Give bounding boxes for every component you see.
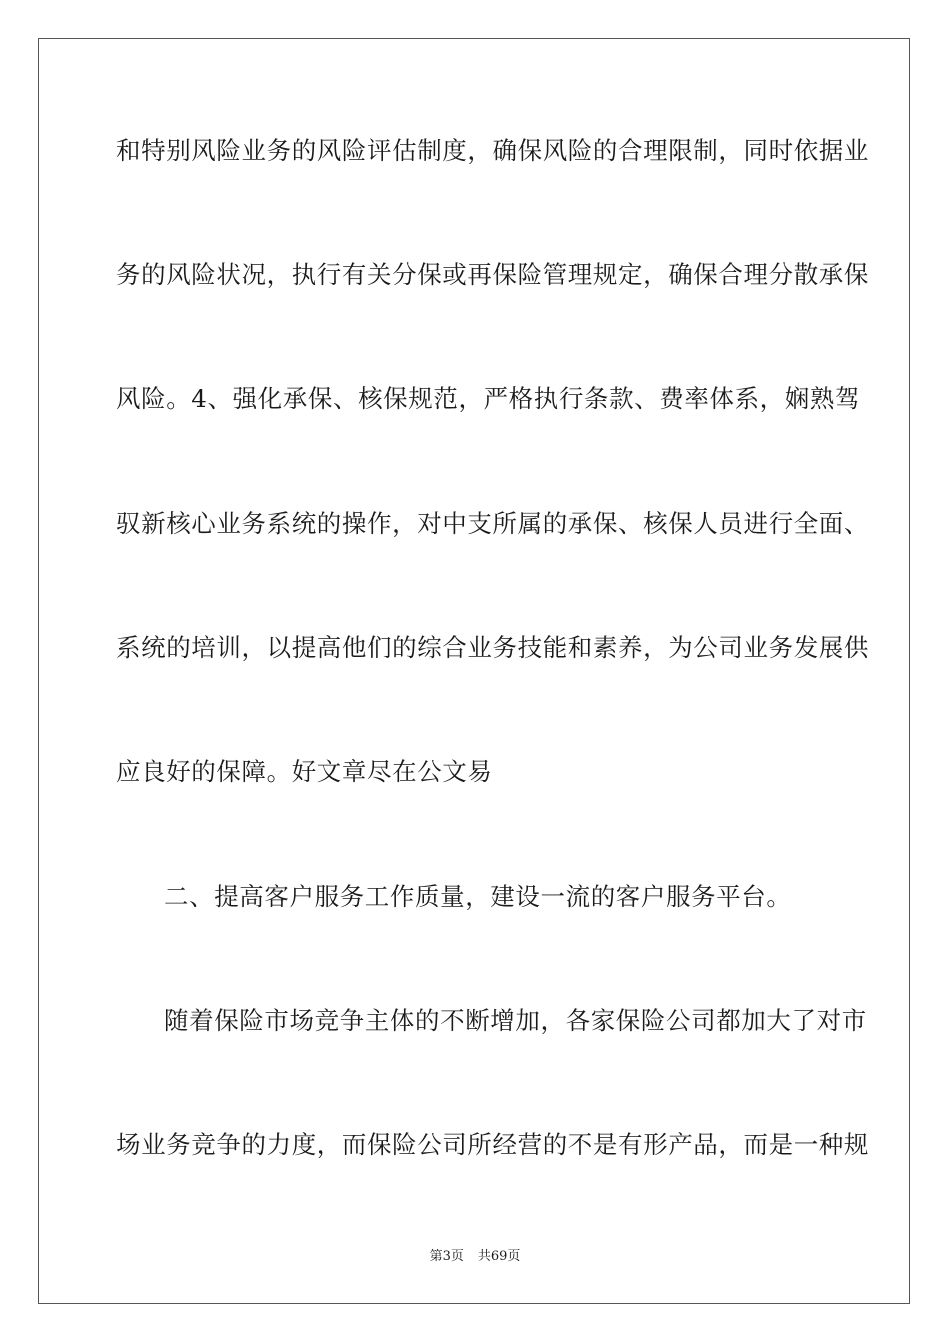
paragraph-first-line: 随着保险市场竞争主体的不断增加，各家保险公司都加大了对市	[164, 1006, 867, 1035]
body-text-line: 驭新核心业务系统的操作，对中支所属的承保、核保人员进行全面、	[116, 509, 869, 538]
body-text-line: 和特别风险业务的风险评估制度，确保风险的合理限制，同时依据业	[116, 136, 869, 165]
body-text-line: 系统的培训，以提高他们的综合业务技能和素养，为公司业务发展供	[116, 633, 869, 662]
body-text-line: 务的风险状况，执行有关分保或再保险管理规定，确保合理分散承保	[116, 260, 869, 289]
total-pages: 共69页	[477, 1249, 521, 1264]
page-footer	[0, 1248, 950, 1266]
body-text-line: 应良好的保障。好文章尽在公文易	[116, 757, 493, 786]
body-text-line: 风险。4、强化承保、核保规范，严格执行条款、费率体系，娴熟驾	[116, 384, 861, 413]
section-heading: 二、提高客户服务工作质量，建设一流的客户服务平台。	[164, 882, 792, 911]
page-number: 第3页	[429, 1249, 464, 1264]
page-border	[38, 38, 910, 1304]
body-text-line: 场业务竞争的力度，而保险公司所经营的不是有形产品，而是一种规	[116, 1130, 869, 1159]
